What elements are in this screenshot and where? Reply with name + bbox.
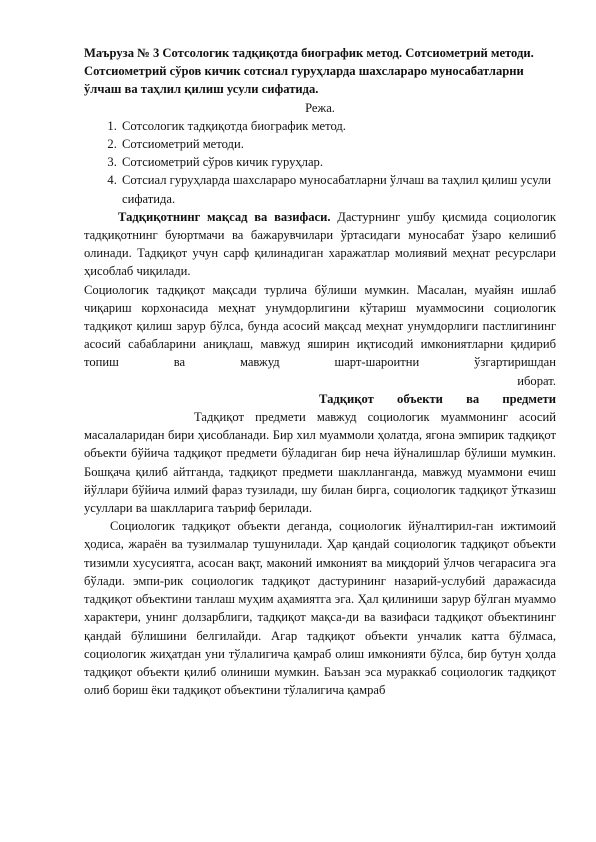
- plan-heading: Режа.: [305, 100, 335, 115]
- plan-item: 3. Сотсиометрий сўров кичик гуруҳлар.: [120, 153, 556, 171]
- goal-text: Дастурнинг ушбу қисмида социологик тадқиқотнинг буюртмачи ва бажарувчилари ўртасидаги муносабат ўзаро келишиб олинади. Тадқиқот учун сарф қилинадиган харажатлар молиявий меҳнат ресурслари ҳисоблаб чиқилади.: [84, 209, 557, 279]
- paragraph-object: Социологик тадқиқот объекти деганда, социологик йўналтирил-ган ижтимоий ҳодиса, жараён ва тузилмалар тушунилади. Ҳар қандай социологик тадқиқот объекти тизимли хусусиятга, асосан вақт, маконий имконият ва миқдорий ўлчов чегарасига эга бўлади. эмпи-рик социологик тадқиқот дастурининг назарий-услубий даражасида тадқиқот объектини танлаш муҳим аҳамиятга эга. Ҳал қилиниши зарур бўлган муаммо характери, унинг долзарблиги, тадқиқот мақса-ди ва вазифаси тадқиқот объектининг қандай бўлишини белгилайди. Агар тадқиқот объекти унчалик катта бўлмаса, социологик жиҳатдан уни тўлалигича қамраб олиш имконияти бўлса, бир бутун ҳолда тадқиқот объекти қилиб олиниши мумкин. Баъзан эса мураккаб социологик тадқиқот олиб бориш ёки тадқиқот объектини тўлалигича қамраб: [84, 519, 556, 698]
- plan-item: 2. Сотсиометрий методи.: [120, 135, 556, 153]
- goal-heading: Тадқиқотнинг мақсад ва вазифаси.: [118, 209, 331, 224]
- paragraph-purpose: Социологик тадқиқот мақсади турлича бўлиши мумкин. Масалан, муайян ишлаб чиқариш корхонасида меҳнат унумдорлигини кўтариш муаммосини социологик тадқиқот қилиш зарур бўлса, бунда асосий мақсад меҳнат унумдорлиги пастлигининг асосий сабабларини аниқлаш, мавжуд яширин иқтисодий имкониятларни қидириб топиш ва мавжуд шарт-шароитни ўзгартиришдан: [84, 282, 556, 370]
- paragraph-purpose-end: иборат.: [517, 373, 556, 388]
- plan-item: 4. Сотсиал гуруҳларда шахслараро муносабатларни ўлчаш ва таҳлил қилиш усули сифатида.: [120, 171, 556, 207]
- paragraph-subject: Тадқиқот предмети мавжуд социологик муаммонинг асосий масалаларидан бири ҳисобланади. Бир хил муаммоли ҳолатда, ягона эмпирик тадқиқот объекти бўйича тадқиқот предмети бўладиган бир неча йўналишлар бўлиши мумкин. Бошқача қилиб айтганда, тадқиқот предмети шаклланганда, мавжуд муаммони ечиш йўллари бўйича илмий фараз тузилади, шу билан бирга, социологик тадқиқот ўтказиш усуллари ва шаклларига таъриф берилади.: [84, 410, 556, 516]
- section-heading: Тадқиқот объекти ва предмети: [319, 391, 556, 406]
- lecture-title: Маъруза № 3 Сотсологик тадқиқотда биографик метод. Сотсиометрий методи. Сотсиометрий сўров кичик сотсиал гуруҳларда шахслараро муносабатларни ўлчаш ва таҳлил қилиш усули сифатида.: [84, 46, 534, 97]
- plan-list: [84, 117, 556, 208]
- paragraph-goal: [84, 208, 556, 281]
- plan-item: 1. Сотсологик тадқиқотда биографик метод.: [120, 117, 556, 135]
